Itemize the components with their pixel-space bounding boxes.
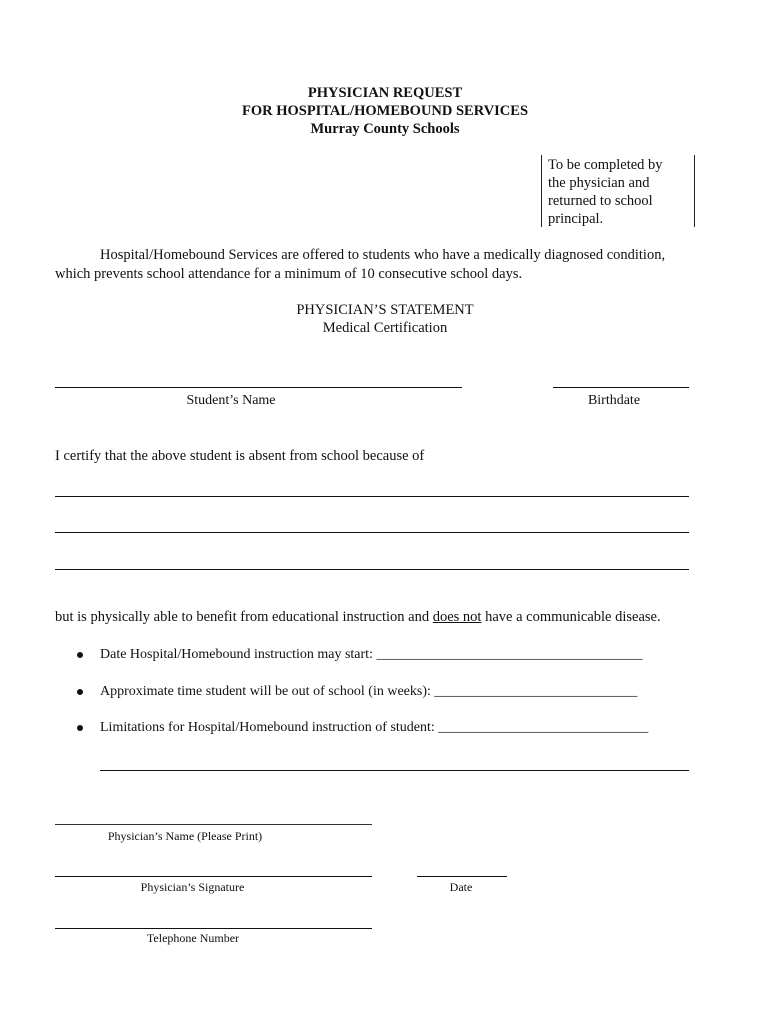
intro-line-2: which prevents school attendance for a minimum of 10 consecutive school days. — [55, 266, 523, 282]
limitations-item[interactable]: Limitations for Hospital/Homebound instruction of student: ______________________________ — [100, 720, 649, 735]
start-date-item[interactable]: Date Hospital/Homebound instruction may start: ______________________________________ — [100, 647, 643, 662]
certify-text: I certify that the above student is absent from school because of — [55, 448, 425, 464]
date-field[interactable] — [417, 876, 507, 877]
district-name: Murray County Schools — [310, 121, 460, 137]
benefit-text-after: have a communicable disease. — [481, 609, 661, 625]
instruction-line: To be completed by — [548, 157, 663, 173]
form-subtitle: FOR HOSPITAL/HOMEBOUND SERVICES — [241, 103, 529, 119]
bullet-icon — [77, 652, 83, 658]
reason-line-2[interactable] — [55, 532, 689, 533]
physician-signature-label: Physician’s Signature — [140, 880, 245, 894]
student-name-field[interactable] — [55, 387, 462, 388]
birthdate-field[interactable] — [553, 387, 689, 388]
bullet-icon — [77, 689, 83, 695]
instruction-line: the physician and — [548, 175, 650, 191]
physician-signature-field[interactable] — [55, 876, 372, 877]
date-label: Date — [449, 880, 473, 894]
form-title: PHYSICIAN REQUEST — [307, 85, 463, 101]
bullet-icon — [77, 725, 83, 731]
reason-line-1[interactable] — [55, 496, 689, 497]
benefit-text-before: but is physically able to benefit from educational instruction and — [55, 609, 433, 625]
reason-line-3[interactable] — [55, 569, 689, 570]
physician-name-label: Physician’s Name (Please Print) — [107, 829, 263, 843]
student-name-label: Student’s Name — [186, 393, 276, 408]
instruction-line: principal. — [548, 211, 604, 227]
statement-title: PHYSICIAN’S STATEMENT — [296, 302, 474, 318]
telephone-field[interactable] — [55, 928, 372, 929]
time-out-item[interactable]: Approximate time student will be out of school (in weeks): _____________________________ — [100, 684, 638, 699]
statement-subtitle: Medical Certification — [322, 320, 448, 336]
instruction-line: returned to school — [548, 193, 653, 209]
telephone-label: Telephone Number — [146, 931, 240, 945]
intro-line-1: Hospital/Homebound Services are offered to students who have a medically diagnosed condition, — [100, 247, 666, 263]
birthdate-label: Birthdate — [587, 393, 641, 408]
benefit-emphasis: does not — [432, 609, 482, 625]
limitations-line[interactable] — [100, 770, 689, 771]
benefit-statement — [55, 608, 661, 627]
physician-name-field[interactable] — [55, 824, 372, 825]
instruction-text — [548, 156, 688, 228]
